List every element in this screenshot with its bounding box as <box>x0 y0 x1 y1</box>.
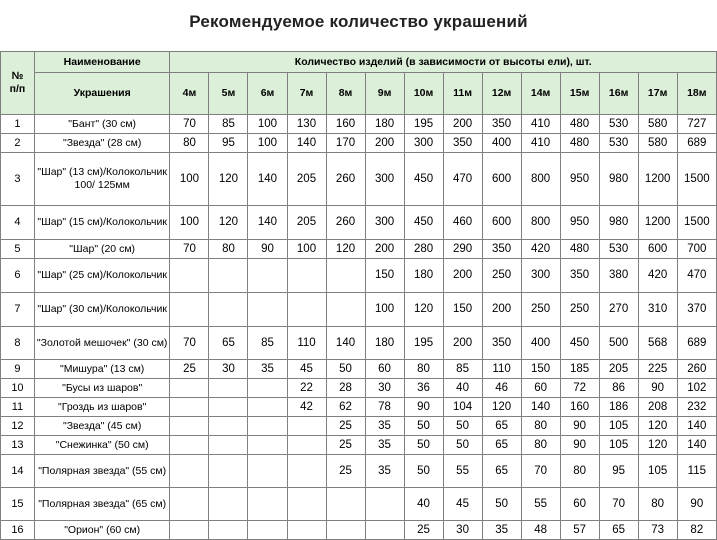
row-value: 22 <box>287 379 326 398</box>
row-value: 195 <box>404 115 443 134</box>
row-value: 460 <box>443 206 482 240</box>
row-value: 50 <box>443 436 482 455</box>
row-value <box>170 293 209 327</box>
row-value: 78 <box>365 398 404 417</box>
row-value: 65 <box>482 436 521 455</box>
header-height-9: 12м <box>482 73 521 115</box>
row-value <box>248 417 287 436</box>
row-value <box>170 417 209 436</box>
row-value: 115 <box>677 455 716 488</box>
header-height-4: 7м <box>287 73 326 115</box>
row-name: "Орион" (60 см) <box>34 521 170 540</box>
row-value: 450 <box>404 206 443 240</box>
row-value: 100 <box>365 293 404 327</box>
row-value: 260 <box>677 360 716 379</box>
row-value: 180 <box>365 115 404 134</box>
row-value <box>170 259 209 293</box>
table-row <box>1 521 717 540</box>
row-value: 50 <box>482 488 521 521</box>
row-value: 73 <box>638 521 677 540</box>
row-value <box>248 293 287 327</box>
row-value <box>209 293 248 327</box>
row-value: 70 <box>170 327 209 360</box>
row-value: 35 <box>365 436 404 455</box>
row-value: 580 <box>638 115 677 134</box>
row-value: 1500 <box>677 206 716 240</box>
row-value <box>209 398 248 417</box>
row-value: 65 <box>599 521 638 540</box>
row-value: 90 <box>560 436 599 455</box>
row-value: 600 <box>638 240 677 259</box>
row-value: 120 <box>638 417 677 436</box>
row-value: 530 <box>599 115 638 134</box>
row-value: 150 <box>365 259 404 293</box>
row-value: 380 <box>599 259 638 293</box>
row-number: 15 <box>1 488 35 521</box>
header-height-14: 18м <box>677 73 716 115</box>
table-row <box>1 134 717 153</box>
row-value: 185 <box>560 360 599 379</box>
row-value: 350 <box>482 240 521 259</box>
row-number: 6 <box>1 259 35 293</box>
row-value: 600 <box>482 206 521 240</box>
table-row <box>1 240 717 259</box>
row-value: 100 <box>170 153 209 206</box>
row-number: 3 <box>1 153 35 206</box>
row-value: 25 <box>326 417 365 436</box>
row-number: 9 <box>1 360 35 379</box>
row-value: 480 <box>560 115 599 134</box>
header-name-bottom: Украшения <box>34 73 170 115</box>
row-value: 186 <box>599 398 638 417</box>
row-value <box>287 417 326 436</box>
row-value: 86 <box>599 379 638 398</box>
header-height-11: 15м <box>560 73 599 115</box>
row-value: 200 <box>443 115 482 134</box>
row-value: 120 <box>209 153 248 206</box>
row-number: 10 <box>1 379 35 398</box>
table-row <box>1 379 717 398</box>
row-value <box>326 293 365 327</box>
row-value: 36 <box>404 379 443 398</box>
row-name: "Снежинка" (50 см) <box>34 436 170 455</box>
row-value: 65 <box>482 417 521 436</box>
row-value: 700 <box>677 240 716 259</box>
row-value: 70 <box>170 240 209 259</box>
row-value <box>248 398 287 417</box>
row-value: 400 <box>521 327 560 360</box>
table-row <box>1 327 717 360</box>
table-row <box>1 398 717 417</box>
row-value: 72 <box>560 379 599 398</box>
row-value: 150 <box>443 293 482 327</box>
row-value: 727 <box>677 115 716 134</box>
header-height-3: 6м <box>248 73 287 115</box>
row-value: 370 <box>677 293 716 327</box>
row-value: 105 <box>599 417 638 436</box>
row-value: 950 <box>560 206 599 240</box>
row-value: 205 <box>287 206 326 240</box>
row-value: 250 <box>560 293 599 327</box>
row-value: 200 <box>365 240 404 259</box>
row-value: 160 <box>326 115 365 134</box>
row-value: 110 <box>287 327 326 360</box>
row-value: 57 <box>560 521 599 540</box>
row-value: 60 <box>365 360 404 379</box>
row-value: 95 <box>209 134 248 153</box>
row-value <box>248 521 287 540</box>
row-value: 30 <box>365 379 404 398</box>
row-value: 568 <box>638 327 677 360</box>
row-value: 130 <box>287 115 326 134</box>
row-value <box>209 436 248 455</box>
row-value: 1500 <box>677 153 716 206</box>
row-value <box>209 379 248 398</box>
row-value <box>170 398 209 417</box>
row-value <box>365 521 404 540</box>
row-value: 300 <box>521 259 560 293</box>
row-value: 270 <box>599 293 638 327</box>
row-value: 80 <box>404 360 443 379</box>
table-row <box>1 436 717 455</box>
row-value: 980 <box>599 206 638 240</box>
row-value: 120 <box>209 206 248 240</box>
row-name: "Бант" (30 см) <box>34 115 170 134</box>
row-value: 50 <box>404 436 443 455</box>
row-value: 50 <box>404 417 443 436</box>
row-value: 205 <box>287 153 326 206</box>
row-value: 410 <box>521 115 560 134</box>
row-name: "Гроздь из шаров" <box>34 398 170 417</box>
row-value: 250 <box>482 259 521 293</box>
row-value: 205 <box>599 360 638 379</box>
row-value: 25 <box>326 455 365 488</box>
row-value: 450 <box>404 153 443 206</box>
header-num-bottom: п/п <box>9 83 26 95</box>
row-value: 420 <box>521 240 560 259</box>
row-name: "Шар" (30 см)/Колокольчик <box>34 293 170 327</box>
row-value: 480 <box>560 134 599 153</box>
row-value: 65 <box>482 455 521 488</box>
row-value: 55 <box>443 455 482 488</box>
row-value: 232 <box>677 398 716 417</box>
row-value: 25 <box>170 360 209 379</box>
row-value: 410 <box>521 134 560 153</box>
row-number: 8 <box>1 327 35 360</box>
header-height-2: 5м <box>209 73 248 115</box>
row-value: 140 <box>248 153 287 206</box>
row-value: 689 <box>677 134 716 153</box>
row-value: 50 <box>404 455 443 488</box>
row-value: 350 <box>443 134 482 153</box>
row-name: "Шар" (25 см)/Колокольчик <box>34 259 170 293</box>
row-name: "Шар" (15 см)/Колокольчик <box>34 206 170 240</box>
table-row <box>1 417 717 436</box>
row-value <box>326 488 365 521</box>
row-value: 60 <box>560 488 599 521</box>
row-number: 7 <box>1 293 35 327</box>
row-value: 45 <box>443 488 482 521</box>
table-row <box>1 455 717 488</box>
row-value: 55 <box>521 488 560 521</box>
row-value: 80 <box>638 488 677 521</box>
row-value: 25 <box>326 436 365 455</box>
row-value <box>248 488 287 521</box>
row-value: 470 <box>677 259 716 293</box>
row-name: "Полярная звезда" (55 см) <box>34 455 170 488</box>
row-value: 140 <box>287 134 326 153</box>
row-value: 1200 <box>638 153 677 206</box>
row-value: 150 <box>521 360 560 379</box>
row-value: 290 <box>443 240 482 259</box>
row-value: 90 <box>677 488 716 521</box>
header-height-5: 8м <box>326 73 365 115</box>
table-row <box>1 206 717 240</box>
row-value: 689 <box>677 327 716 360</box>
row-name: "Шар" (20 см) <box>34 240 170 259</box>
row-value: 85 <box>248 327 287 360</box>
row-value: 60 <box>521 379 560 398</box>
row-value: 105 <box>638 455 677 488</box>
row-value: 350 <box>560 259 599 293</box>
row-name: "Полярная звезда" (65 см) <box>34 488 170 521</box>
row-name: "Золотой мешочек" (30 см) <box>34 327 170 360</box>
row-value: 530 <box>599 240 638 259</box>
row-value: 980 <box>599 153 638 206</box>
row-value: 82 <box>677 521 716 540</box>
row-value: 1200 <box>638 206 677 240</box>
row-value: 100 <box>287 240 326 259</box>
row-value <box>326 259 365 293</box>
row-value: 350 <box>482 115 521 134</box>
row-value <box>209 259 248 293</box>
row-value: 200 <box>443 327 482 360</box>
row-value: 35 <box>248 360 287 379</box>
row-value: 25 <box>404 521 443 540</box>
header-num-cell <box>1 52 35 115</box>
row-value <box>287 293 326 327</box>
header-height-7: 10м <box>404 73 443 115</box>
page-title: Рекомендуемое количество украшений <box>189 12 528 31</box>
row-number: 11 <box>1 398 35 417</box>
row-value: 600 <box>482 153 521 206</box>
row-value: 140 <box>521 398 560 417</box>
row-value <box>287 455 326 488</box>
row-value <box>170 455 209 488</box>
row-value: 950 <box>560 153 599 206</box>
row-number: 5 <box>1 240 35 259</box>
row-value: 104 <box>443 398 482 417</box>
row-number: 4 <box>1 206 35 240</box>
row-value: 200 <box>482 293 521 327</box>
row-number: 12 <box>1 417 35 436</box>
row-value: 80 <box>560 455 599 488</box>
row-value <box>209 455 248 488</box>
row-value: 260 <box>326 153 365 206</box>
table-row <box>1 153 717 206</box>
row-value: 300 <box>404 134 443 153</box>
row-value <box>326 521 365 540</box>
row-value <box>170 488 209 521</box>
row-name: "Звезда" (28 см) <box>34 134 170 153</box>
row-name: "Шар" (13 см)/Колокольчик 100/ 125мм <box>34 153 170 206</box>
row-number: 16 <box>1 521 35 540</box>
row-value: 450 <box>560 327 599 360</box>
header-quantity-label: Количество изделий (в зависимости от высоты ели), шт. <box>170 52 717 73</box>
header-name-top: Наименование <box>34 52 170 73</box>
header-num-top: № <box>11 70 24 82</box>
row-value: 310 <box>638 293 677 327</box>
row-value: 70 <box>599 488 638 521</box>
table-row <box>1 488 717 521</box>
row-value: 500 <box>599 327 638 360</box>
table-row <box>1 360 717 379</box>
row-value: 40 <box>404 488 443 521</box>
row-value <box>287 436 326 455</box>
row-value: 85 <box>209 115 248 134</box>
row-name: "Звезда" (45 см) <box>34 417 170 436</box>
row-value: 100 <box>248 134 287 153</box>
row-value: 85 <box>443 360 482 379</box>
row-value: 170 <box>326 134 365 153</box>
row-value: 420 <box>638 259 677 293</box>
row-value: 250 <box>521 293 560 327</box>
row-value: 70 <box>170 115 209 134</box>
row-value <box>287 521 326 540</box>
row-value: 140 <box>677 417 716 436</box>
row-value <box>365 488 404 521</box>
header-height-6: 9м <box>365 73 404 115</box>
row-value: 80 <box>521 417 560 436</box>
row-value: 180 <box>404 259 443 293</box>
row-value: 110 <box>482 360 521 379</box>
row-value: 480 <box>560 240 599 259</box>
row-value: 120 <box>404 293 443 327</box>
row-number: 1 <box>1 115 35 134</box>
row-value <box>248 259 287 293</box>
row-value: 90 <box>248 240 287 259</box>
row-name: "Бусы из шаров" <box>34 379 170 398</box>
row-value <box>209 521 248 540</box>
row-value <box>170 436 209 455</box>
row-name: "Мишура" (13 см) <box>34 360 170 379</box>
row-value: 400 <box>482 134 521 153</box>
table-row <box>1 115 717 134</box>
header-row-top <box>1 52 717 73</box>
row-value: 260 <box>326 206 365 240</box>
row-value: 300 <box>365 153 404 206</box>
row-value: 80 <box>209 240 248 259</box>
row-value <box>248 436 287 455</box>
row-value: 140 <box>677 436 716 455</box>
row-value: 42 <box>287 398 326 417</box>
row-value: 200 <box>365 134 404 153</box>
row-value <box>287 488 326 521</box>
row-value <box>209 417 248 436</box>
row-value: 140 <box>326 327 365 360</box>
row-value: 80 <box>170 134 209 153</box>
row-value: 160 <box>560 398 599 417</box>
header-height-1: 4м <box>170 73 209 115</box>
table-row <box>1 259 717 293</box>
row-value <box>287 259 326 293</box>
row-value: 45 <box>287 360 326 379</box>
row-value: 208 <box>638 398 677 417</box>
header-height-10: 14м <box>521 73 560 115</box>
row-value: 40 <box>443 379 482 398</box>
row-value: 80 <box>521 436 560 455</box>
row-value <box>170 379 209 398</box>
row-value: 35 <box>365 455 404 488</box>
row-value: 90 <box>638 379 677 398</box>
header-height-12: 16м <box>599 73 638 115</box>
row-value <box>170 521 209 540</box>
row-value: 50 <box>443 417 482 436</box>
row-value: 102 <box>677 379 716 398</box>
row-value: 120 <box>326 240 365 259</box>
row-value: 140 <box>248 206 287 240</box>
row-value: 50 <box>326 360 365 379</box>
row-value: 580 <box>638 134 677 153</box>
row-value: 350 <box>482 327 521 360</box>
row-value: 100 <box>248 115 287 134</box>
header-height-13: 17м <box>638 73 677 115</box>
decorations-table <box>0 51 717 540</box>
row-value: 800 <box>521 153 560 206</box>
table-row <box>1 293 717 327</box>
row-value: 530 <box>599 134 638 153</box>
row-value: 30 <box>209 360 248 379</box>
header-row-heights <box>1 73 717 115</box>
header-height-8: 11м <box>443 73 482 115</box>
row-value: 180 <box>365 327 404 360</box>
row-value: 70 <box>521 455 560 488</box>
row-value: 195 <box>404 327 443 360</box>
row-value <box>248 379 287 398</box>
row-value: 90 <box>560 417 599 436</box>
row-value: 90 <box>404 398 443 417</box>
row-value: 95 <box>599 455 638 488</box>
row-value: 28 <box>326 379 365 398</box>
row-value: 35 <box>482 521 521 540</box>
row-value <box>209 488 248 521</box>
row-value <box>248 455 287 488</box>
row-value: 30 <box>443 521 482 540</box>
row-value: 100 <box>170 206 209 240</box>
row-value: 35 <box>365 417 404 436</box>
row-value: 48 <box>521 521 560 540</box>
row-value: 225 <box>638 360 677 379</box>
row-value: 200 <box>443 259 482 293</box>
row-value: 65 <box>209 327 248 360</box>
row-value: 46 <box>482 379 521 398</box>
row-value: 120 <box>638 436 677 455</box>
row-value: 62 <box>326 398 365 417</box>
row-number: 2 <box>1 134 35 153</box>
row-value: 300 <box>365 206 404 240</box>
row-number: 14 <box>1 455 35 488</box>
row-value: 280 <box>404 240 443 259</box>
row-value: 470 <box>443 153 482 206</box>
row-value: 800 <box>521 206 560 240</box>
row-value: 105 <box>599 436 638 455</box>
row-number: 13 <box>1 436 35 455</box>
row-value: 120 <box>482 398 521 417</box>
